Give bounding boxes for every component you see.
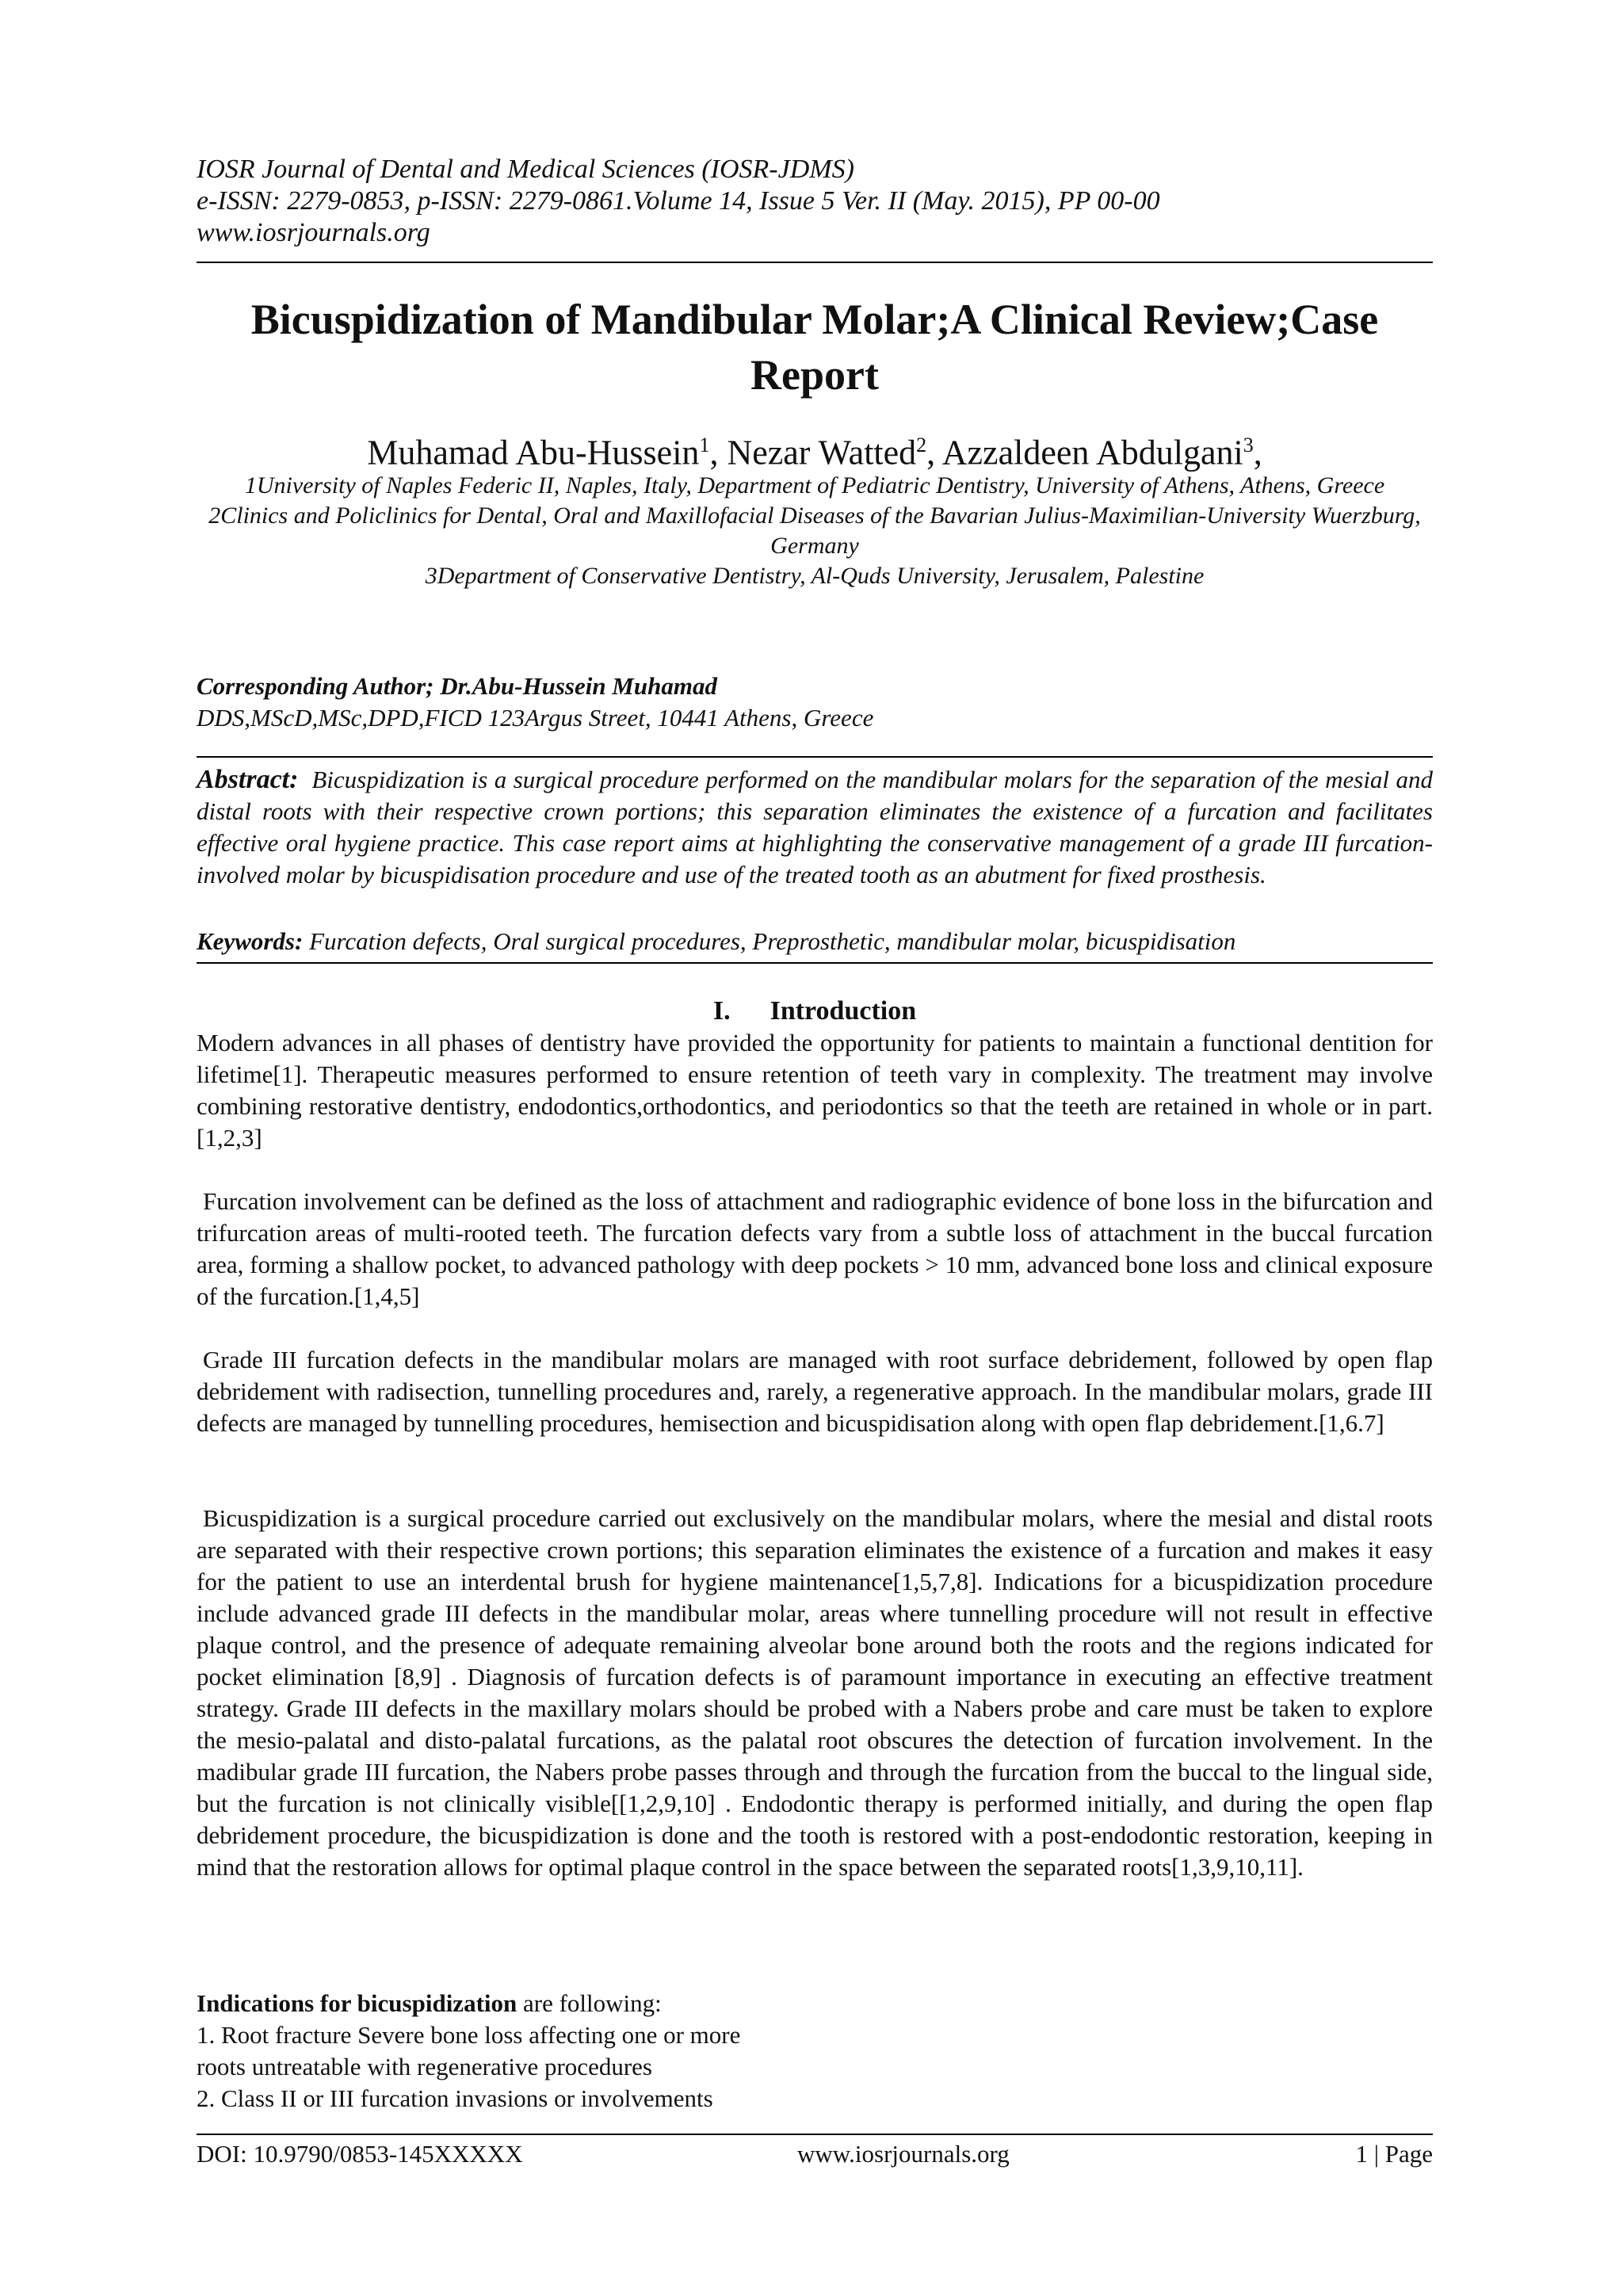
author-sup: 3: [1243, 434, 1254, 457]
author-sup: 1: [699, 434, 710, 457]
abstract-bottom-rule: [197, 962, 1433, 964]
abstract-label: Abstract:: [197, 765, 299, 794]
indications-heading: [197, 1988, 989, 2019]
corresponding-details: DDS,MScD,MSc,DPD,FICD 123Argus Street, 10441 Athens, Greece: [197, 704, 874, 732]
abstract-text: Bicuspidization is a surgical procedure performed on the mandibular molars for the separation of the mesial and distal roots with their respective crown portions; this separation eliminates the existence of a furcation and facilitates effective oral hygiene practice. This case report aims at highlighting the conservative management of a grade III furcation-involved molar by bicuspidisation procedure and use of the treated tooth as an abutment for fixed prosthesis.: [197, 766, 1433, 888]
intro-paragraph: Grade III furcation defects in the mandibular molars are managed with root surface debridement, followed by open flap debridement with radisection, tunnelling procedures and, rarely, a regenerative approach. In the mandibular molars, grade III defects are managed by tunnelling procedures, hemisection and bicuspidisation along with open flap debridement.[1,6.7]: [197, 1346, 1433, 1437]
indications-lead-rest: are following:: [517, 1989, 662, 2017]
author-sup: 2: [916, 434, 927, 457]
author-separator: ,: [926, 433, 942, 472]
journal-issn: e-ISSN: 2279-0853, p-ISSN: 2279-0861.Volume 14, Issue 5 Ver. II (May. 2015), PP 00-00: [197, 186, 1160, 216]
header-rule: [197, 262, 1433, 263]
abstract-top-rule: [197, 756, 1433, 758]
abstract: [197, 764, 1433, 891]
indications-lead: Indications for bicuspidization: [197, 1989, 517, 2017]
intro-paragraph: Modern advances in all phases of dentistry have provided the opportunity for patients to maintain a functional dentition for lifetime[1]. Therapeutic measures performed to ensure retention of teeth vary in complexity. The treatment may involve combining restorative dentistry, endodontics,orthodontics, and periodontics so that the teeth are retained in whole or in part.[1,2,3]: [197, 1029, 1433, 1152]
author-separator: ,: [709, 433, 727, 472]
section-heading: [197, 995, 1433, 1027]
journal-name: IOSR Journal of Dental and Medical Sciences (IOSR-JDMS): [197, 155, 854, 184]
paper-title: Bicuspidization of Mandibular Molar;A Clinical Review;Case Report: [250, 296, 1379, 399]
footer-doi: DOI: 10.9790/0853-145XXXXX: [197, 2140, 523, 2168]
list-item: roots untreatable with regenerative procedures: [197, 2053, 652, 2080]
list-item: 1. Root fracture Severe bone loss affecting one or more: [197, 2021, 741, 2049]
author-name: Nezar Watted: [727, 433, 917, 472]
intro-paragraph: Furcation involvement can be defined as the loss of attachment and radiographic evidence of bone loss in the bifurcation and trifurcation areas of multi-rooted teeth. The furcation defects vary from a subtle loss of attachment in the buccal furcation area, forming a shallow pocket, to advanced pathology with deep pockets > 10 mm, advanced bone loss and clinical exposure of the furcation.[1,4,5]: [197, 1187, 1433, 1310]
footer-page-number: 1 | Page: [1355, 2140, 1433, 2168]
section-title: Introduction: [769, 996, 917, 1026]
author-list: [197, 425, 1433, 474]
author-separator: ,: [1253, 433, 1262, 472]
journal-website[interactable]: www.iosrjournals.org: [197, 218, 430, 247]
author-name: Azzaldeen Abdulgani: [941, 433, 1243, 472]
affiliation: 3Department of Conservative Dentistry, Al-Quds University, Jerusalem, Palestine: [425, 563, 1205, 589]
footer-rule: [197, 2134, 1433, 2135]
affiliations: [197, 471, 1433, 591]
footer-website[interactable]: www.iosrjournals.org: [797, 2140, 1010, 2168]
section-number: I.: [712, 996, 731, 1026]
affiliation: 2Clinics and Policlinics for Dental, Oral and Maxillofacial Diseases of the Bavarian Julius-Maximilian-University Wuerzburg, Germany: [208, 502, 1421, 559]
corresponding-label: Corresponding Author; Dr.Abu-Hussein Muhamad: [197, 672, 717, 700]
keywords-label: Keywords:: [197, 927, 304, 955]
affiliation: 1University of Naples Federic II, Naples, Italy, Department of Pediatric Dentistry, University of Athens, Athens, Greece: [244, 472, 1385, 499]
keywords: [197, 926, 1433, 957]
indications-list: [197, 1988, 989, 2115]
author-name: Muhamad Abu-Hussein: [367, 433, 700, 472]
corresponding-author: [197, 670, 1433, 734]
intro-paragraph: Bicuspidization is a surgical procedure carried out exclusively on the mandibular molars, where the mesial and distal roots are separated with their respective crown portions; this separation eliminates the existence of a furcation and makes it easy for the patient to use an interdental brush for hygiene maintenance[1,5,7,8]. Indications for a bicuspidization procedure include advanced grade III defects in the mandibular molar, areas where tunnelling procedure will not result in effective plaque control, and the presence of adequate remaining alveolar bone around both the roots and the regions indicated for pocket elimination [8,9] . Diagnosis of furcation defects is of paramount importance in executing an effective treatment strategy. Grade III defects in the maxillary molars should be probed with a Nabers probe and care must be taken to explore the mesio-palatal and disto-palatal furcations, as the palatal root obscures the detection of furcation involvement. In the madibular grade III furcation, the Nabers probe passes through and through the furcation from the buccal to the lingual side, but the furcation is not clinically visible[[1,2,9,10] . Endodontic therapy is performed initially, and during the open flap debridement procedure, the bicuspidization is done and the tooth is restored with a post-endodontic restoration, keeping in mind that the restoration allows for optimal plaque control in the space between the separated roots[1,3,9,10,11].: [197, 1504, 1433, 1881]
keywords-text: Furcation defects, Oral surgical procedures, Preprosthetic, mandibular molar, bicuspidisation: [309, 927, 1236, 955]
journal-header: [197, 154, 1433, 249]
list-item: 2. Class II or III furcation invasions or involvements: [197, 2084, 713, 2112]
